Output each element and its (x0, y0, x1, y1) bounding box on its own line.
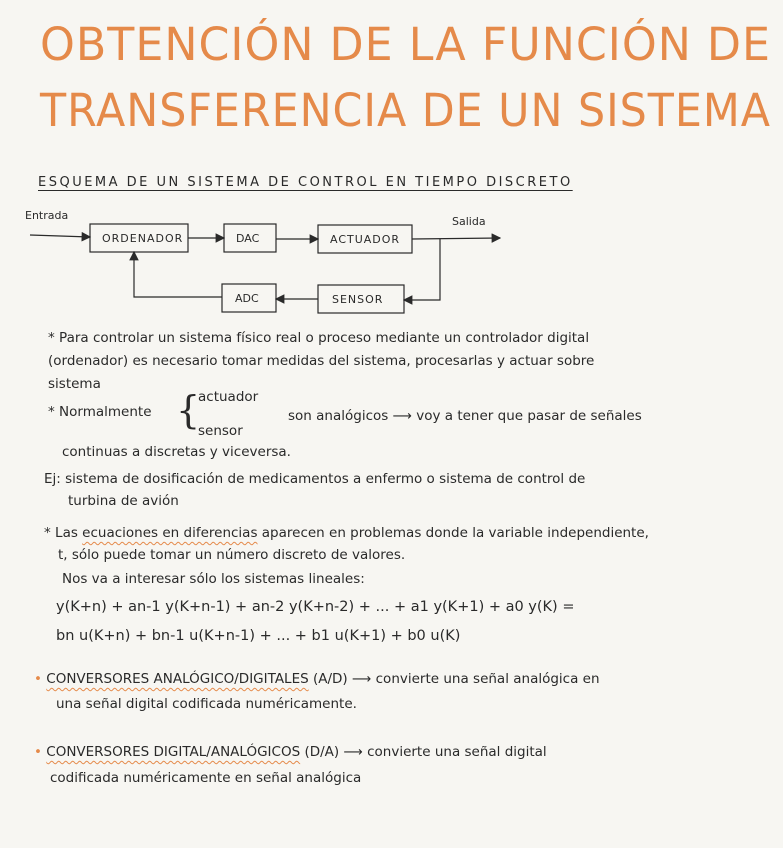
dac-label: DAC (236, 232, 260, 245)
control-block-diagram (0, 200, 783, 320)
note-p3-rest: aparecen en problemas donde la variable independiente, (261, 525, 649, 541)
note-da-rest: (D/A) ⟶ convierte una señal digital (304, 744, 547, 760)
note-p3-line3: Nos va a interesar sólo los sistemas lineales: (62, 571, 365, 587)
feedback-to-ordenador (134, 252, 222, 297)
equation-line1: y(K+n) + an-1 y(K+n-1) + an-2 y(K+n-2) + ... + a1 y(K+1) + a0 y(K) = (56, 599, 575, 615)
note-p1-line3: sistema (48, 376, 101, 392)
note-p2-top: actuador (198, 389, 259, 405)
diagram-input-label: Entrada (25, 209, 69, 222)
ordenador-label: ORDENADOR (102, 232, 184, 245)
input-arrow (30, 235, 90, 237)
note-p1-line2: (ordenador) es necesario tomar medidas del sistema, procesarlas y actuar sobre (48, 353, 595, 369)
equation-line2: bn u(K+n) + bn-1 u(K+n-1) + ... + b1 u(K+1) + b0 u(K) (56, 628, 461, 644)
note-p2-mid: son analógicos ⟶ voy a tener que pasar de señales (288, 408, 642, 424)
note-da-line2: codificada numéricamente en señal analógica (50, 770, 362, 786)
note-ad-rest: (A/D) ⟶ convierte una señal analógica en (312, 671, 600, 687)
note-p2-line2: continuas a discretas y viceversa. (62, 444, 291, 460)
actuador-label: ACTUADOR (330, 233, 401, 246)
note-p3-highlight: ecuaciones en diferencias (82, 525, 258, 541)
note-p1-line1: * Para controlar un sistema físico real o proceso mediante un controlador digital (48, 330, 590, 346)
page-title-line1: OBTENCIÓN DE LA FUNCIÓN DE (40, 18, 772, 71)
diagram-output-label: Salida (452, 215, 486, 228)
bullet-icon: • (34, 671, 42, 687)
note-ad-line1 (34, 668, 600, 690)
note-p3-line2: t, sólo puede tomar un número discreto de valores. (58, 547, 406, 563)
note-p2-lead: * Normalmente (48, 404, 152, 420)
note-p3-line1 (44, 522, 649, 544)
brace-icon: { (176, 388, 201, 432)
note-ej-line1: Ej: sistema de dosificación de medicamentos a enfermo o sistema de control de (44, 471, 586, 487)
note-ej-line2: turbina de avión (68, 493, 179, 509)
bullet-icon: • (34, 744, 42, 760)
sensor-label: SENSOR (332, 293, 384, 306)
note-da-line1 (34, 741, 547, 763)
feedback-to-sensor (404, 239, 440, 300)
section-subtitle: ESQUEMA DE UN SISTEMA DE CONTROL EN TIEMPO DISCRETO (38, 175, 573, 190)
page-title-line2: TRANSFERENCIA DE UN SISTEMA (40, 84, 771, 137)
adc-label: ADC (235, 292, 259, 305)
note-ad-line2: una señal digital codificada numéricamente. (56, 696, 357, 712)
note-p2-bottom: sensor (198, 423, 243, 439)
note-ad-highlight: CONVERSORES ANALÓGICO/DIGITALES (46, 671, 309, 687)
note-p3-star: * Las (44, 525, 78, 541)
note-da-highlight: CONVERSORES DIGITAL/ANALÓGICOS (46, 744, 301, 760)
output-arrow (412, 238, 500, 239)
